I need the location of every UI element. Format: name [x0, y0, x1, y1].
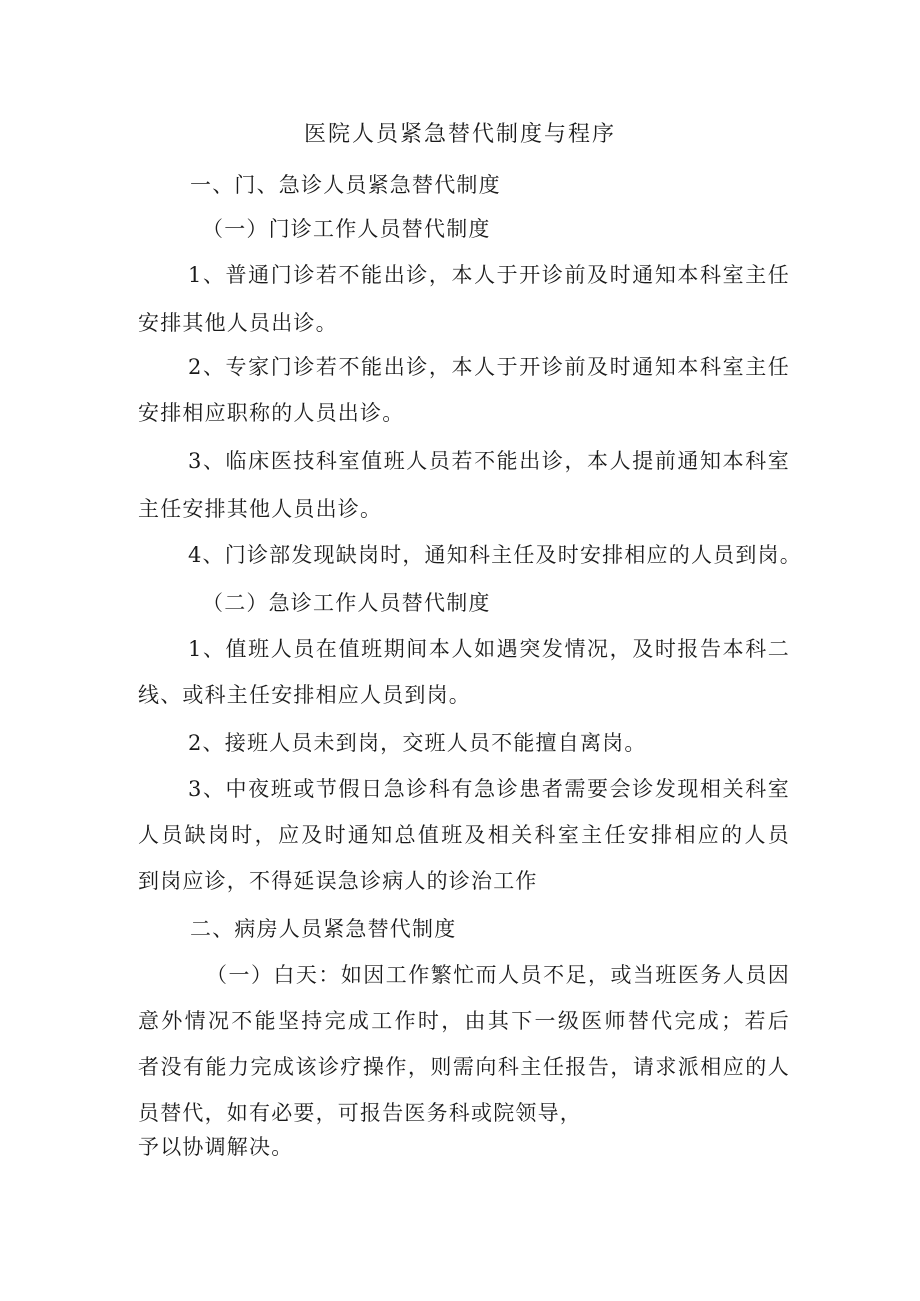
section-heading: 一、门、急诊人员紧急替代制度	[190, 173, 501, 197]
paragraph-line: 安排相应职称的人员出诊。	[138, 401, 405, 425]
paragraph-line: 1、普通门诊若不能出诊，本人于开诊前及时通知本科室主任	[188, 263, 790, 287]
paragraph-line: 者没有能力完成该诊疗操作，则需向科主任报告，请求派相应的人	[138, 1055, 790, 1079]
paragraph-line: 1、值班人员在值班期间本人如遇突发情况，及时报告本科二	[188, 637, 790, 661]
paragraph-line: 意外情况不能坚持完成工作时，由其下一级医师替代完成；若后	[138, 1009, 790, 1033]
section-heading: 二、病房人员紧急替代制度	[190, 917, 457, 941]
document-title: 医院人员紧急替代制度与程序	[303, 122, 616, 147]
paragraph-line: 2、接班人员未到岗，交班人员不能擅自离岗。	[188, 731, 647, 755]
paragraph-line: 安排其他人员出诊。	[138, 311, 338, 335]
subsection-heading: （一）门诊工作人员替代制度	[202, 217, 491, 241]
paragraph-line: 主任安排其他人员出诊。	[138, 497, 383, 521]
paragraph-line: 员替代，如有必要，可报告医务科或院领导，	[138, 1101, 582, 1125]
paragraph-line: 人员缺岗时，应及时通知总值班及相关科室主任安排相应的人员	[138, 823, 790, 847]
paragraph-line: 2、专家门诊若不能出诊，本人于开诊前及时通知本科室主任	[188, 355, 790, 379]
paragraph-line: （一）白天：如因工作繁忙而人员不足，或当班医务人员因	[206, 963, 790, 987]
subsection-heading: （二）急诊工作人员替代制度	[202, 591, 491, 615]
paragraph-line: 4、门诊部发现缺岗时，通知科主任及时安排相应的人员到岗。	[188, 543, 802, 567]
paragraph-line: 3、临床医技科室值班人员若不能出诊，本人提前通知本科室	[188, 449, 790, 473]
paragraph-line: 线、或科主任安排相应人员到岗。	[138, 683, 471, 707]
paragraph-line: 3、中夜班或节假日急诊科有急诊患者需要会诊发现相关科室	[188, 777, 790, 801]
paragraph-line: 到岗应诊，不得延误急诊病人的诊治工作	[138, 869, 538, 893]
paragraph-line: 予以协调解决。	[138, 1135, 294, 1159]
